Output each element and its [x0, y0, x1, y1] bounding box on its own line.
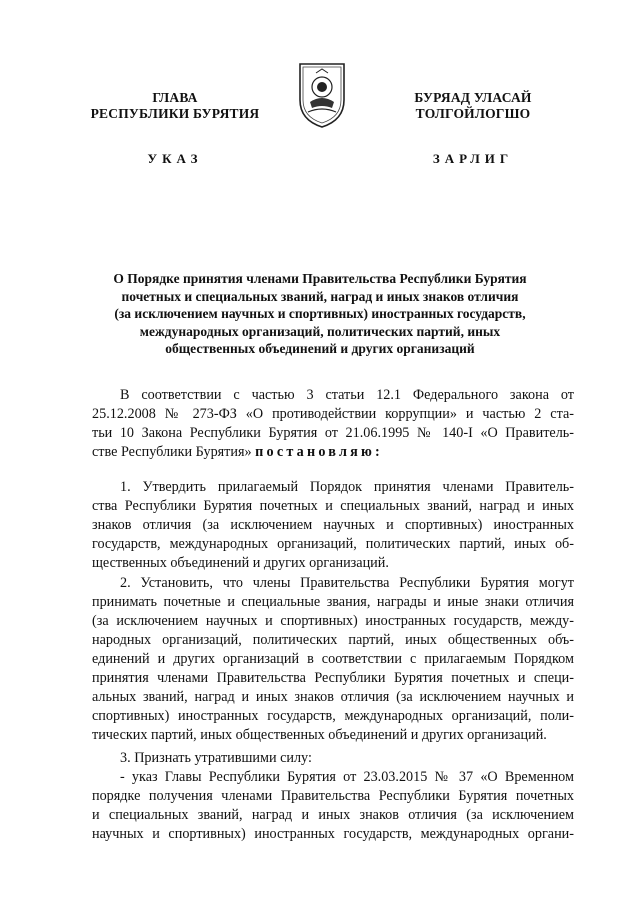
title-line: общественных объединений и других организаций	[165, 341, 475, 356]
text-line-final	[92, 443, 574, 462]
text-line: принимать почетные и специальные звания, награды и иные знаки отличия	[92, 594, 574, 610]
text-line: 2. Установить, что члены Правительства Республики Бурятия могут	[120, 575, 574, 591]
text-line: - указ Главы Республики Бурятия от 23.03.2015 № 37 «О Временном	[120, 769, 574, 785]
header-left-line2: РЕСПУБЛИКИ БУРЯТИЯ	[90, 106, 260, 121]
text-line: (за исключением научных и спортивных) иностранных государств, между-	[92, 613, 574, 629]
title-line: почетных и специальных званий, наград и иных знаков отличия	[121, 288, 519, 304]
document-title	[70, 270, 570, 358]
text-line: 1. Утвердить прилагаемый Порядок принятия членами Правитель-	[120, 479, 574, 495]
item-1-paragraph	[92, 478, 574, 573]
header-right-line2: ТОЛГОЙЛОГШО	[415, 106, 531, 121]
text-line: В соответствии с частью 3 статьи 12.1 Федерального закона от	[120, 387, 574, 403]
item-2-paragraph	[92, 574, 574, 745]
document-kind-russian: УКАЗ	[147, 151, 203, 166]
coat-of-arms-icon	[296, 60, 348, 130]
text-line: альных званий, наград и иных знаков отличия (за исключением научных и	[92, 689, 574, 705]
text-line: тических партий, иных общественных объединений и других организаций.	[92, 727, 547, 743]
document-kind-buryat: ЗАРЛИГ	[432, 151, 514, 166]
text-line: знаков отличия (за исключением научных и спортивных) иностранных	[92, 517, 574, 533]
title-line: (за исключением научных и спортивных) иностранных государств,	[114, 306, 526, 321]
preamble-last-line: стве Республики Бурятия»	[92, 444, 252, 460]
text-line: порядке получения членами Правительства Республики Бурятия почетных	[92, 788, 574, 804]
preamble-paragraph	[92, 386, 574, 462]
text-line: 3. Признать утратившими силу:	[120, 750, 312, 766]
title-line: О Порядке принятия членами Правительства Республики Бурятия	[113, 271, 527, 286]
text-line: единений и других организаций в соответствии с прилагаемым Порядком	[92, 651, 574, 667]
text-line: и специальных званий, наград и иных знаков отличия (за исключением	[92, 807, 574, 823]
text-line: научных и спортивных) иностранных государств, международных органи-	[92, 826, 574, 842]
text-line: тьи 10 Закона Республики Бурятия от 21.06.1995 № 140-I «О Правитель-	[92, 425, 574, 441]
header-right	[378, 90, 568, 167]
text-line: народных организаций, политических партий, иных общественных объ-	[92, 632, 574, 648]
header-left-line1: ГЛАВА	[152, 90, 198, 105]
text-line: 25.12.2008 № 273-ФЗ «О противодействии коррупции» и частью 2 ста-	[92, 406, 574, 422]
item-3-paragraph	[92, 749, 574, 844]
text-line: принятия членами Правительства Республики Бурятия почетных и специ-	[92, 670, 574, 686]
header-left	[75, 90, 275, 167]
text-line: государств, международных организаций, политических партий, иных об-	[92, 536, 574, 552]
text-line: спортивных) иностранных государств, международных организаций, поли-	[92, 708, 574, 724]
text-line: щественных объединений и других организаций.	[92, 555, 389, 571]
decree-word: постановляю:	[255, 444, 383, 460]
text-line: ства Республики Бурятия почетных и специальных званий, наград и иных	[92, 498, 574, 514]
header-right-line1: БУРЯАД УЛАСАЙ	[414, 90, 532, 105]
title-line: международных организаций, политических партий, иных	[139, 323, 501, 339]
